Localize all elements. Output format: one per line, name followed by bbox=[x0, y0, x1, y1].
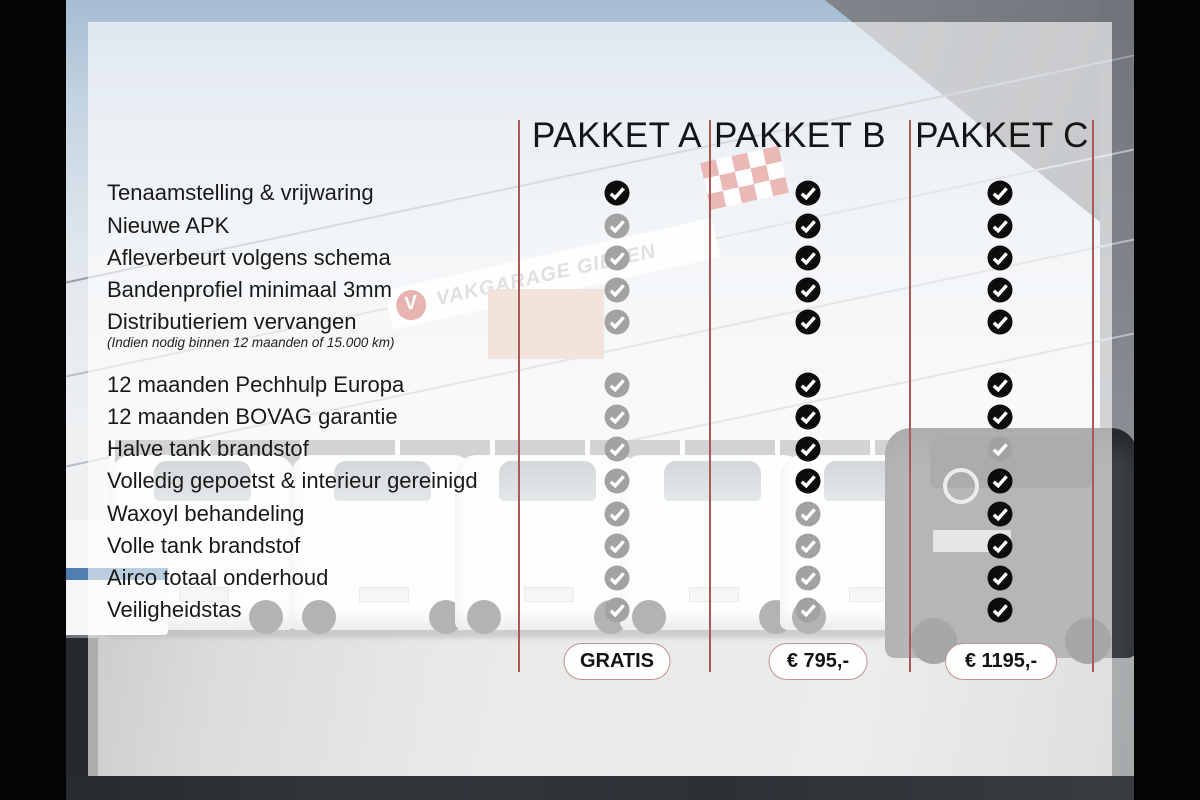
check-excluded-icon bbox=[604, 468, 630, 494]
feature-row bbox=[0, 274, 1200, 306]
check-excluded-icon bbox=[604, 309, 630, 335]
check-included-icon bbox=[795, 404, 821, 430]
feature-row bbox=[0, 530, 1200, 562]
check-excluded-icon bbox=[987, 436, 1013, 462]
check-included-icon bbox=[795, 277, 821, 303]
check-included-icon bbox=[987, 309, 1013, 335]
feature-label: Afleverbeurt volgens schema bbox=[107, 245, 391, 270]
feature-row bbox=[0, 465, 1200, 497]
price-badge-package-c: € 1195,- bbox=[945, 643, 1057, 680]
check-included-icon bbox=[795, 180, 821, 206]
check-excluded-icon bbox=[604, 565, 630, 591]
feature-row bbox=[0, 210, 1200, 242]
check-excluded-icon bbox=[795, 565, 821, 591]
feature-label: 12 maanden Pechhulp Europa bbox=[107, 372, 405, 397]
check-included-icon bbox=[987, 277, 1013, 303]
check-excluded-icon bbox=[604, 372, 630, 398]
check-included-icon bbox=[987, 501, 1013, 527]
price-badge-package-b: € 795,- bbox=[769, 643, 868, 680]
check-included-icon bbox=[987, 468, 1013, 494]
check-included-icon bbox=[795, 436, 821, 462]
check-excluded-icon bbox=[604, 213, 630, 239]
feature-row bbox=[0, 369, 1200, 401]
check-included-icon bbox=[987, 372, 1013, 398]
check-excluded-icon bbox=[604, 501, 630, 527]
check-included-icon bbox=[987, 245, 1013, 271]
check-included-icon bbox=[795, 309, 821, 335]
feature-row bbox=[0, 401, 1200, 433]
check-excluded-icon bbox=[604, 245, 630, 271]
check-included-icon bbox=[987, 404, 1013, 430]
feature-row bbox=[0, 498, 1200, 530]
package-c-header: PAKKET C bbox=[915, 116, 1089, 155]
feature-row bbox=[0, 594, 1200, 626]
feature-label: Distributieriem vervangen bbox=[107, 309, 357, 334]
check-included-icon bbox=[795, 372, 821, 398]
feature-label: Tenaamstelling & vrijwaring bbox=[107, 180, 374, 205]
check-excluded-icon bbox=[795, 597, 821, 623]
check-included-icon bbox=[987, 213, 1013, 239]
check-excluded-icon bbox=[604, 533, 630, 559]
check-included-icon bbox=[795, 245, 821, 271]
feature-label: Waxoyl behandeling bbox=[107, 501, 305, 526]
check-included-icon bbox=[987, 597, 1013, 623]
feature-label: Volledig gepoetst & interieur gereinigd bbox=[107, 468, 478, 493]
feature-label: Bandenprofiel minimaal 3mm bbox=[107, 277, 392, 302]
check-included-icon bbox=[987, 533, 1013, 559]
feature-label: Veiligheidstas bbox=[107, 597, 242, 622]
check-excluded-icon bbox=[795, 501, 821, 527]
package-b-header: PAKKET B bbox=[714, 116, 886, 155]
feature-row bbox=[0, 562, 1200, 594]
check-included-icon bbox=[795, 468, 821, 494]
feature-label: Halve tank brandstof bbox=[107, 436, 309, 461]
package-a-header: PAKKET A bbox=[531, 116, 703, 155]
feature-label: Nieuwe APK bbox=[107, 213, 230, 238]
check-excluded-icon bbox=[604, 597, 630, 623]
check-excluded-icon bbox=[795, 533, 821, 559]
check-included-icon bbox=[987, 180, 1013, 206]
price-badge-package-a: GRATIS bbox=[564, 643, 671, 680]
check-excluded-icon bbox=[604, 404, 630, 430]
check-included-icon bbox=[987, 565, 1013, 591]
check-excluded-icon bbox=[604, 436, 630, 462]
feature-label: Airco totaal onderhoud bbox=[107, 565, 329, 590]
check-excluded-icon bbox=[604, 277, 630, 303]
feature-note: (Indien nodig binnen 12 maanden of 15.000 km) bbox=[107, 335, 395, 350]
feature-row bbox=[0, 433, 1200, 465]
check-included-icon bbox=[795, 213, 821, 239]
feature-row bbox=[0, 242, 1200, 274]
check-included-icon bbox=[604, 180, 630, 206]
feature-label: 12 maanden BOVAG garantie bbox=[107, 404, 398, 429]
feature-row bbox=[0, 177, 1200, 209]
feature-label: Volle tank brandstof bbox=[107, 533, 301, 558]
